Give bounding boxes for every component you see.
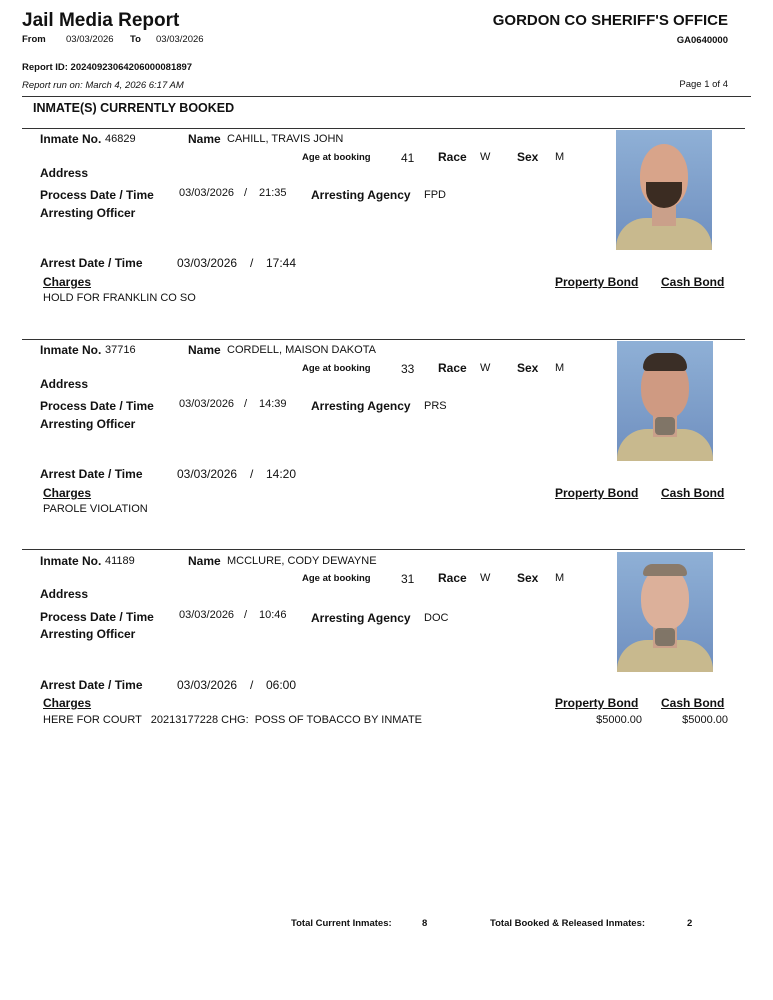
process-slash: / — [244, 609, 248, 621]
cash-bond-label: Cash Bond — [661, 486, 725, 500]
agency-label: Arresting Agency — [311, 188, 411, 202]
arrest-time: 14:20 — [266, 467, 297, 481]
arrest-slash: / — [250, 467, 254, 481]
name-label: Name — [188, 343, 221, 357]
race-value: W — [480, 362, 491, 374]
arrest-label: Arrest Date / Time — [40, 678, 143, 692]
inmate-no: 46829 — [105, 133, 136, 145]
sex-label: Sex — [517, 150, 539, 164]
agency-title: GORDON CO SHERIFF'S OFFICE — [492, 12, 728, 29]
inmate-no-label: Inmate No. — [40, 343, 102, 357]
report-run-on: Report run on: March 4, 2026 6:17 AM — [22, 80, 184, 91]
process-time: 14:39 — [259, 398, 287, 410]
total-current-label: Total Current Inmates: — [291, 918, 392, 929]
process-slash: / — [244, 398, 248, 410]
arrest-label: Arrest Date / Time — [40, 467, 143, 481]
arrest-time: 17:44 — [266, 256, 297, 270]
arrest-slash: / — [250, 256, 254, 270]
charges-text: PAROLE VIOLATION — [43, 503, 148, 515]
arrest-time: 06:00 — [266, 678, 297, 692]
property-bond-label: Property Bond — [555, 486, 639, 500]
sex-label: Sex — [517, 571, 539, 585]
record-divider — [22, 339, 745, 340]
section-title: INMATE(S) CURRENTLY BOOKED — [33, 101, 235, 115]
charges-text: HOLD FOR FRANKLIN CO SO — [43, 292, 196, 304]
to-date: 03/03/2026 — [156, 34, 204, 45]
age-value: 31 — [401, 572, 415, 586]
arrest-date: 03/03/2026 — [177, 467, 238, 481]
process-date: 03/03/2026 — [179, 398, 235, 410]
agency-label: Arresting Agency — [311, 611, 411, 625]
process-date: 03/03/2026 — [179, 187, 235, 199]
race-label: Race — [438, 361, 467, 375]
process-label: Process Date / Time — [40, 610, 154, 624]
process-slash: / — [244, 187, 248, 199]
cash-bond-label: Cash Bond — [661, 275, 725, 289]
arrest-label: Arrest Date / Time — [40, 256, 143, 270]
inmate-no-label: Inmate No. — [40, 554, 102, 568]
age-value: 41 — [401, 151, 415, 165]
sex-label: Sex — [517, 361, 539, 375]
address-label: Address — [40, 587, 89, 601]
process-time: 10:46 — [259, 609, 287, 621]
age-value: 33 — [401, 362, 415, 376]
from-label: From — [22, 34, 46, 45]
inmate-no-label: Inmate No. — [40, 132, 102, 146]
race-value: W — [480, 151, 491, 163]
age-label: Age at booking — [302, 152, 371, 163]
charges-text: HERE FOR COURT 20213177228 CHG: POSS OF TOBACCO BY INMATE — [43, 714, 423, 726]
total-booked-label: Total Booked & Released Inmates: — [490, 918, 646, 929]
process-time: 21:35 — [259, 187, 287, 199]
report-title: Jail Media Report — [22, 10, 180, 31]
age-label: Age at booking — [302, 363, 371, 374]
charges-label: Charges — [43, 696, 92, 710]
mugshot-photo — [616, 130, 712, 250]
charges-label: Charges — [43, 275, 92, 289]
mugshot-photo — [617, 341, 713, 461]
inmate-name: MCCLURE, CODY DEWAYNE — [227, 555, 377, 567]
mugshot-photo — [617, 552, 713, 672]
name-label: Name — [188, 554, 221, 568]
race-value: W — [480, 572, 491, 584]
property-bond-label: Property Bond — [555, 275, 639, 289]
property-bond-label: Property Bond — [555, 696, 639, 710]
page-number: Page 1 of 4 — [679, 79, 728, 90]
charges-label: Charges — [43, 486, 92, 500]
agency-value: PRS — [424, 400, 447, 412]
cash-bond-value: $5000.00 — [682, 714, 728, 726]
arrest-slash: / — [250, 678, 254, 692]
race-label: Race — [438, 150, 467, 164]
total-current-value: 8 — [422, 918, 428, 929]
race-label: Race — [438, 571, 467, 585]
report-id: Report ID: 20240923064206000081897 — [22, 62, 193, 73]
header-divider — [22, 96, 751, 97]
process-label: Process Date / Time — [40, 399, 154, 413]
sex-value: M — [555, 362, 565, 374]
agency-value: FPD — [424, 189, 446, 201]
inmate-no: 37716 — [105, 344, 136, 356]
process-date: 03/03/2026 — [179, 609, 235, 621]
arrest-date: 03/03/2026 — [177, 256, 238, 270]
age-label: Age at booking — [302, 573, 371, 584]
from-date: 03/03/2026 — [66, 34, 114, 45]
section-divider — [22, 128, 745, 129]
cash-bond-label: Cash Bond — [661, 696, 725, 710]
total-booked-value: 2 — [687, 918, 693, 929]
arrest-date: 03/03/2026 — [177, 678, 238, 692]
inmate-name: CORDELL, MAISON DAKOTA — [227, 344, 376, 356]
sex-value: M — [555, 572, 565, 584]
agency-value: DOC — [424, 612, 449, 624]
officer-label: Arresting Officer — [40, 206, 136, 220]
ori-code: GA0640000 — [676, 35, 728, 46]
record-divider — [22, 549, 745, 550]
address-label: Address — [40, 166, 89, 180]
sex-value: M — [555, 151, 565, 163]
name-label: Name — [188, 132, 221, 146]
process-label: Process Date / Time — [40, 188, 154, 202]
officer-label: Arresting Officer — [40, 417, 136, 431]
property-bond-value: $5000.00 — [596, 714, 642, 726]
agency-label: Arresting Agency — [311, 399, 411, 413]
inmate-name: CAHILL, TRAVIS JOHN — [227, 133, 344, 145]
inmate-no: 41189 — [105, 555, 135, 567]
address-label: Address — [40, 377, 89, 391]
officer-label: Arresting Officer — [40, 627, 136, 641]
to-label: To — [130, 34, 141, 45]
